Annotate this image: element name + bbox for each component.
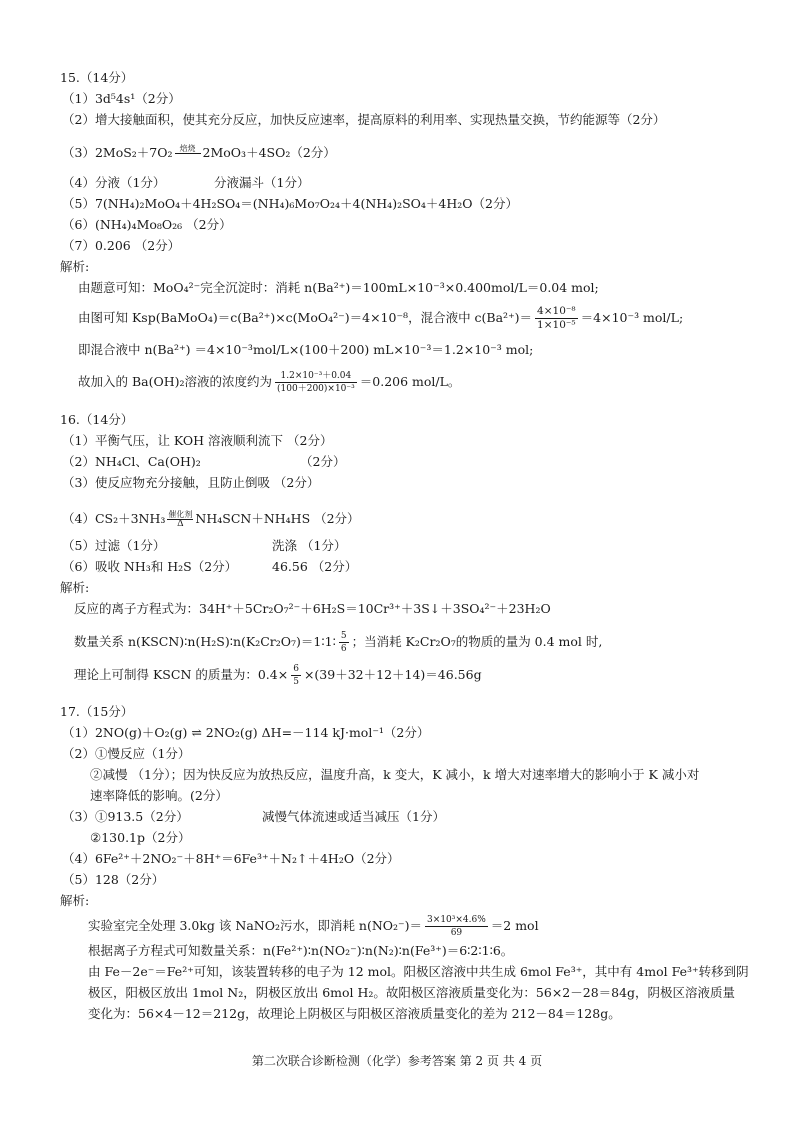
- q15-answer-4a: （4）分液（1分）: [62, 175, 166, 190]
- q16-analysis-label: 解析:: [60, 580, 90, 595]
- q16-analysis-3-left: 理论上可制得 KSCN 的质量为：0.4×: [74, 667, 289, 682]
- q16-answer-5a: （5）过滤（1分）: [62, 538, 166, 553]
- q17-answer-2: （2）①慢反应（1分）: [62, 746, 191, 761]
- q16-answer-2b: （2分）: [300, 454, 346, 469]
- q15-analysis-4-right: ＝0.206 mol/L。: [359, 374, 461, 389]
- q15-answer-6: （6）(NH₄)₄Mo₈O₂₆ （2分）: [62, 217, 232, 232]
- q15-eq3-condition: [175, 144, 201, 163]
- fraction-denominator: 5: [293, 677, 299, 687]
- q17-analysis-label: 解析:: [60, 893, 90, 908]
- q17-answer-1: （1）2NO(g)＋O₂(g) ⇌ 2NO₂(g) ΔH=－114 kJ·mol⁻¹（2分）: [62, 725, 430, 740]
- page-footer: 第二次联合诊断检测（化学）参考答案 第 2 页 共 4 页: [251, 1054, 543, 1068]
- q16-analysis-2: [74, 630, 602, 655]
- fraction-numerator: 5: [340, 631, 347, 641]
- q15-answer-4b: 分液漏斗（1分）: [214, 175, 310, 190]
- q16-eq4-left: （4）CS₂＋3NH₃: [62, 511, 166, 526]
- q16-fraction-2: [291, 663, 301, 688]
- q16-answer-5b: 洗涤 （1分）: [272, 538, 347, 553]
- fraction-numerator: 3×10³×4.6%: [427, 915, 486, 925]
- q15-header: 15.（14分）: [60, 70, 134, 85]
- q15-analysis-2-left: 由图可知 Ksp(BaMoO₄)＝c(Ba²⁺)×c(MoO₄²⁻)＝4×10⁻⁸，混合液中 c(Ba²⁺)＝: [78, 310, 533, 325]
- q17-analysis-5: 变化为：56×4－12＝212g，故理论上阴极区与阳极区溶液质量变化的差为 212－84＝128g。: [88, 1006, 621, 1021]
- q15-answer-2: （2）增大接触面积，使其充分反应，加快反应速率，提高原料的利用率、实现热量交换，节约能源等（2分）: [62, 112, 666, 127]
- q16-analysis-3: [74, 663, 482, 688]
- q16-fraction-1: [339, 630, 349, 655]
- q17-analysis-1: [88, 914, 539, 939]
- q15-fraction-2: [275, 370, 357, 395]
- q15-analysis-2-right: ＝4×10⁻³ mol/L;: [580, 310, 684, 325]
- q15-eq3-condition-label: 焙烧: [179, 144, 196, 153]
- q16-answer-3: （3）使反应物充分接触，且防止倒吸 （2分）: [62, 475, 320, 490]
- q17-analysis-2: 根据离子方程式可知数量关系：n(Fe²⁺)∶n(NO₂⁻)∶n(N₂)∶n(Fe³⁺)＝6∶2∶1∶6。: [88, 943, 514, 958]
- q16-answer-4: [62, 510, 360, 529]
- q16-answer-6b: 46.56 （2分）: [272, 559, 358, 574]
- q15-answer-1: （1）3d⁵4s¹（2分）: [62, 91, 181, 106]
- fraction-denominator: 69: [450, 928, 463, 938]
- q17-answer-2b-line2: 速率降低的影响。(2分）: [90, 788, 228, 803]
- fraction-denominator: 6: [340, 644, 347, 654]
- q16-answer-6a: （6）吸收 NH₃和 H₂S（2分）: [62, 559, 238, 574]
- fraction-numerator: 4×10⁻⁸: [537, 305, 576, 317]
- q16-eq4-catalyst-label: 催化剂: [168, 510, 193, 519]
- q16-header: 16.（14分）: [60, 412, 134, 427]
- q16-answer-1: （1）平衡气压，让 KOH 溶液顺利流下 （2分）: [62, 433, 333, 448]
- q17-answer-3b: 减慢气体流速或适当减压（1分）: [262, 809, 445, 824]
- q15-analysis-2: [78, 305, 683, 332]
- q17-answer-2b-line1: ②减慢 （1分）；因为快反应为放热反应，温度升高，k 变大，K 减小，k 增大对速率增大的影响小于 K 减小对: [90, 767, 700, 782]
- q17-analysis-4: 极区，阳极区放出 1mol N₂，阴极区放出 6mol H₂。故阳极区溶液质量变化为：56×2－28＝84g，阴极区溶液质量: [88, 985, 736, 1000]
- q16-analysis-2-left: 数量关系 n(KSCN)∶n(H₂S)∶n(K₂Cr₂O₇)＝1∶1∶: [74, 634, 336, 649]
- q15-answer-3: [62, 144, 336, 163]
- q16-eq4-condition: [167, 510, 193, 529]
- q15-answer-7: （7）0.206 （2分）: [62, 238, 181, 253]
- q16-analysis-1: 反应的离子方程式为：34H⁺＋5Cr₂O₇²⁻＋6H₂S＝10Cr³⁺＋3S↓＋3SO₄²⁻＋23H₂O: [74, 601, 551, 616]
- q16-eq4-right: NH₄SCN＋NH₄HS （2分）: [195, 511, 360, 526]
- q15-analysis-1: 由题意可知：MoO₄²⁻完全沉淀时：消耗 n(Ba²⁺)＝100mL×10⁻³×0.400mol/L＝0.04 mol;: [78, 280, 599, 295]
- q16-analysis-3-right: ×(39＋32＋12＋14)＝46.56g: [303, 667, 482, 682]
- q17-answer-4: （4）6Fe²⁺＋2NO₂⁻＋8H⁺＝6Fe³⁺＋N₂↑＋4H₂O（2分）: [62, 851, 400, 866]
- q17-analysis-1-right: ＝2 mol: [490, 918, 539, 933]
- q15-answer-5: （5）7(NH₄)₂MoO₄＋4H₂SO₄＝(NH₄)₆Mo₇O₂₄＋4(NH₄)₂SO₄＋4H₂O（2分）: [62, 196, 518, 211]
- q15-analysis-4-left: 故加入的 Ba(OH)₂溶液的浓度约为: [78, 374, 273, 389]
- fraction-numerator: 6: [293, 664, 299, 674]
- q17-analysis-1-left: 实验室完全处理 3.0kg 该 NaNO₂污水，即消耗 n(NO₂⁻)＝: [88, 918, 423, 933]
- q15-analysis-label: 解析:: [60, 259, 90, 274]
- q17-answer-3c: ②130.1p（2分）: [90, 830, 191, 845]
- q15-analysis-3: 即混合液中 n(Ba²⁺) ＝4×10⁻³mol/L×(100＋200) mL×10⁻³＝1.2×10⁻³ mol;: [78, 342, 534, 357]
- fraction-denominator: (100＋200)×10⁻³: [277, 384, 355, 394]
- q15-fraction-1: [535, 305, 578, 332]
- q15-analysis-4: [78, 370, 460, 395]
- fraction-denominator: 1×10⁻⁵: [537, 319, 576, 331]
- q17-answer-3a: （3）①913.5（2分）: [62, 809, 189, 824]
- q16-analysis-2-right: ；当消耗 K₂Cr₂O₇的物质的量为 0.4 mol 时,: [351, 634, 603, 649]
- q15-eq3-right: 2MoO₃＋4SO₂（2分）: [202, 145, 336, 160]
- q17-fraction-1: [425, 914, 488, 939]
- q17-header: 17.（15分）: [60, 704, 134, 719]
- q17-answer-5: （5）128（2分）: [62, 872, 165, 887]
- fraction-numerator: 1.2×10⁻³＋0.04: [275, 370, 357, 383]
- q17-analysis-3: 由 Fe－2e⁻＝Fe²⁺可知，该装置转移的电子为 12 mol。阳极区溶液中共生成 6mol Fe³⁺，其中有 4mol Fe³⁺转移到阴: [88, 964, 749, 979]
- q16-eq4-heat-label: Δ: [177, 519, 184, 529]
- q15-eq3-left: （3）2MoS₂＋7O₂: [62, 145, 173, 160]
- q16-answer-2a: （2）NH₄Cl、Ca(OH)₂: [62, 454, 201, 469]
